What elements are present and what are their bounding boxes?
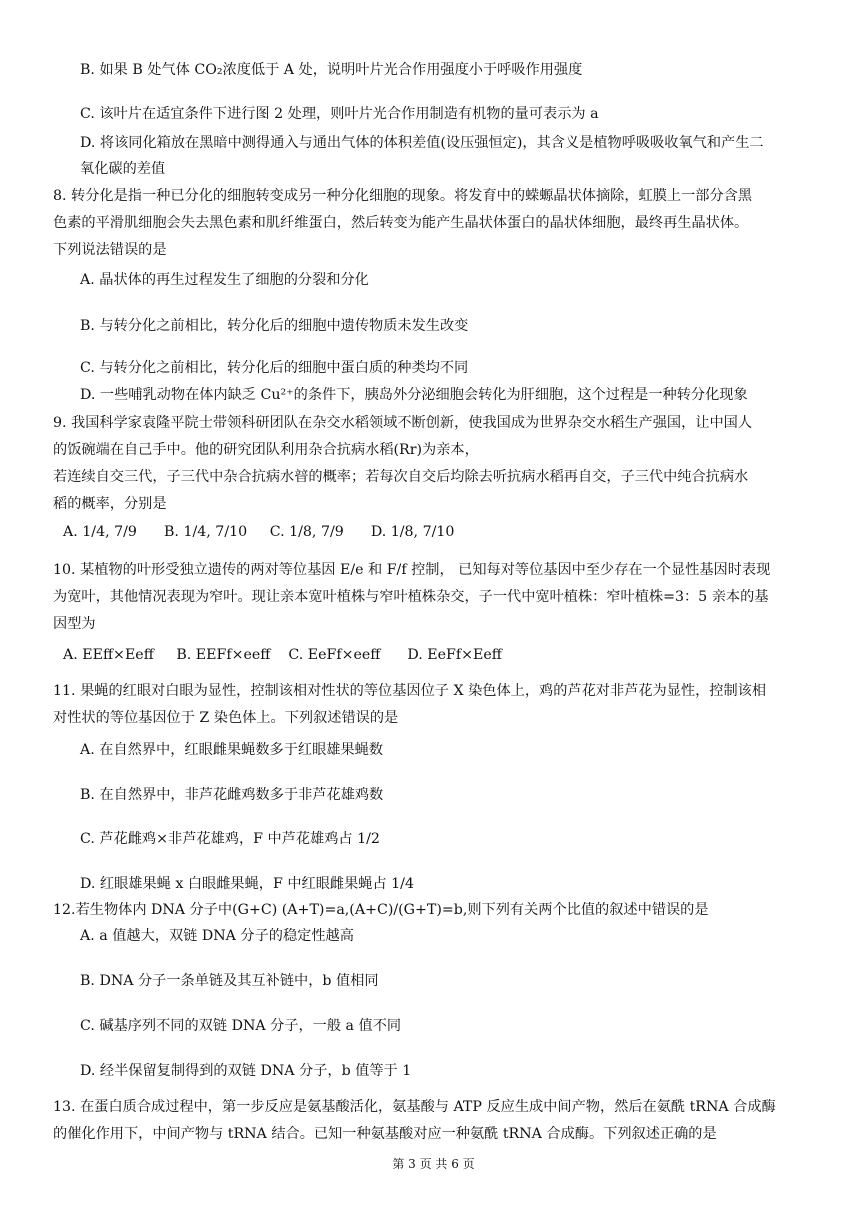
q7-option-d-line1: D. 将该同化箱放在黑暗中测得通入与通出气体的体积差值(设压强恒定)，其含义是植物呼吸吸收氧气和产生二 [80, 135, 764, 151]
q12-option-d: D. 经半保留复制得到的双链 DNA 分子，b 值等于 1 [80, 1063, 412, 1079]
q13-stem-line2: 的催化作用下，中间产物与 tRNA 结合。已知一种氨基酸对应一种氨酰 tRNA 合成酶。下列叙述正确的是 [53, 1126, 717, 1142]
q11-option-b: B. 在自然界中，非芦花雌鸡数多于非芦花雄鸡数 [80, 787, 384, 803]
q9-stem-line4: 稻的概率，分别是 [53, 496, 167, 512]
q13-stem-line1: 13. 在蛋白质合成过程中，第一步反应是氨基酸活化，氨基酸与 ATP 反应生成中间产物，然后在氨酰 tRNA 合成酶 [53, 1099, 776, 1115]
q8-stem-line1: 8. 转分化是指一种已分化的细胞转变成另一种分化细胞的现象。将发育中的蝾螈晶状体摘除，虹膜上一部分含黑 [53, 188, 753, 204]
q12-option-c: C. 碱基序列不同的双链 DNA 分子，一般 a 值不同 [80, 1018, 402, 1034]
q8-option-d: D. 一些哺乳动物在体内缺乏 Cu²⁺的条件下，胰岛外分泌细胞会转化为肝细胞，这个过程是一种转分化现象 [80, 387, 748, 403]
q12-stem-line1: 12.若生物体内 DNA 分子中(G+C) (A+T)=a,(A+C)/(G+T)=b,则下列有关两个比值的叙述中错误的是 [53, 902, 709, 918]
q10-stem-line2: 为宽叶，其他情况表现为窄叶。现让亲本宽叶植株与窄叶植株杂交，子一代中宽叶植株：窄叶植株=3：5 亲本的基 [53, 589, 769, 605]
q7-option-b: B. 如果 B 处气体 CO₂浓度低于 A 处，说明叶片光合作用强度小于呼吸作用强度 [80, 62, 583, 78]
q11-stem-line2: 对性状的等位基因位于 Z 染色体上。下列叙述错误的是 [53, 710, 399, 726]
q12-option-a: A. a 值越大，双链 DNA 分子的稳定性越高 [80, 928, 354, 944]
q8-option-b: B. 与转分化之前相比，转分化后的细胞中遗传物质未发生改变 [80, 318, 469, 334]
q7-option-c: C. 该叶片在适宜条件下进行图 2 处理，则叶片光合作用制造有机物的量可表示为 a [80, 106, 599, 122]
q11-stem-line1: 11. 果蝇的红眼对白眼为显性，控制该相对性状的等位基因位子 X 染色体上，鸡的芦花对非芦花为显性，控制该相 [53, 683, 767, 699]
q8-option-c: C. 与转分化之前相比，转分化后的细胞中蛋白质的种类均不同 [80, 360, 469, 376]
q11-option-c: C. 芦花雌鸡×非芦花雄鸡，F 中芦花雄鸡占 1/2 [80, 831, 380, 847]
q9-stem-line3: 若连续自交三代，子三代中杂合抗病水暜的概率；若每次自交后均除去听抗病水稻再自交，子三代中纯合抗病水 [53, 469, 749, 485]
q8-option-a: A. 晶状体的再生过程发生了细胞的分裂和分化 [80, 272, 369, 288]
q9-stem-line1: 9. 我国科学家袁隆平院士带领科研团队在杂交水稻领域不断创新，使我国成为世界杂交水稻生产强国，让中国人 [53, 415, 753, 431]
q12-option-b: B. DNA 分子一条单链及其互补链中，b 值相同 [80, 973, 379, 989]
q7-option-d-line2: 氧化碳的差值 [80, 161, 166, 177]
q10-stem-line1: 10. 某植物的叶形受独立遗传的两对等位基因 E/e 和 F/f 控制， 已知每对等位基因中至少存在一个显性基因时表现 [53, 562, 771, 578]
page-footer: 第 3 页 共 6 页 [392, 1157, 475, 1171]
q11-option-a: A. 在自然界中，红眼雌果蝇数多于红眼雄果蝇数 [80, 742, 384, 758]
q11-option-d: D. 红眼雄果蝇 x 白眼雌果蝇，F 中红眼雌果蝇占 1/4 [80, 876, 414, 892]
q10-options: A. EEff×Eeff B. EEFf×eeff C. EeFf×eeff D. EeFf×Eeff [63, 647, 502, 663]
q9-stem-line2: 的饭碗端在自己手中。他的研究团队利用杂合抗病水稻(Rr)为亲本， [53, 442, 479, 458]
q9-options: A. 1/4, 7/9 B. 1/4, 7/10 C. 1/8, 7/9 D. 1/8, 7/10 [63, 524, 455, 540]
q8-stem-line2: 色素的平滑肌细胞会失去黑色素和肌纤维蛋白，然后转变为能产生晶状体蛋白的晶状体细胞，最终再生晶状体。 [53, 215, 749, 231]
q10-stem-line3: 因型为 [53, 616, 96, 632]
q8-stem-line3: 下列说法错误的是 [53, 242, 167, 258]
